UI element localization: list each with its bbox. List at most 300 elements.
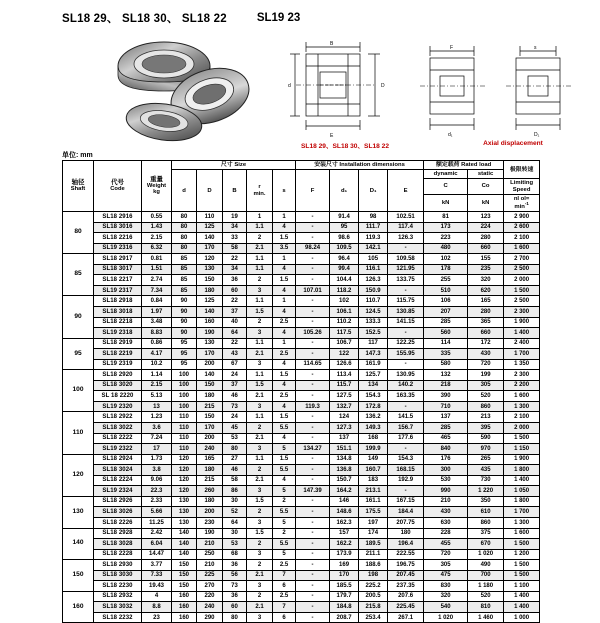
cell-B: 30 [223, 496, 247, 507]
cell-c: 430 [424, 507, 468, 518]
cell-d1: 208.7 [330, 612, 359, 623]
cell-w: 11.25 [142, 517, 172, 528]
cell-s: 5.5 [273, 465, 296, 476]
cell-n: 1 350 [504, 359, 540, 370]
cell-D1: 126.3 [359, 275, 388, 286]
cell-F: - [296, 517, 330, 528]
cell-w: 3.6 [142, 423, 172, 434]
cell-F: 119.3 [296, 401, 330, 412]
cell-c: 830 [424, 581, 468, 592]
table-row [63, 507, 540, 518]
cell-code: SL18 2217 [94, 275, 142, 286]
th-code-en: Code [110, 186, 125, 193]
cell-D1: 110.7 [359, 296, 388, 307]
cell-B: 80 [223, 612, 247, 623]
cell-s: 4 [273, 401, 296, 412]
th-B: B [223, 170, 247, 212]
cell-r: 1.5 [247, 496, 273, 507]
table-row [63, 264, 540, 275]
cell-s: 5.5 [273, 507, 296, 518]
cell-B: 30 [223, 528, 247, 539]
cell-d1: 179.7 [330, 591, 359, 602]
table-row [63, 496, 540, 507]
cell-n: 2 700 [504, 254, 540, 265]
cell-w: 23 [142, 612, 172, 623]
cell-code: SL 18 2220 [94, 391, 142, 402]
cell-code: SL18 2924 [94, 454, 142, 465]
cell-D: 170 [197, 423, 223, 434]
cell-D1: 199.9 [359, 444, 388, 455]
cell-F: - [296, 275, 330, 286]
bearing-photo [102, 34, 282, 144]
cell-d1: 137 [330, 433, 359, 444]
cell-code: SL18 2930 [94, 560, 142, 571]
th-c-unit: kN [424, 194, 468, 211]
cell-r: 1.1 [247, 222, 273, 233]
cell-E: 237.35 [388, 581, 424, 592]
cell-n: 2 600 [504, 222, 540, 233]
cell-D: 125 [197, 296, 223, 307]
cell-r: 1.1 [247, 296, 273, 307]
cell-F: - [296, 391, 330, 402]
cell-code: SL18 3024 [94, 465, 142, 476]
cell-D: 180 [197, 496, 223, 507]
cell-D1: 198 [359, 570, 388, 581]
cell-c: 305 [424, 560, 468, 571]
cell-r: 1.5 [247, 528, 273, 539]
cell-c: 580 [424, 359, 468, 370]
cell-r: 1.1 [247, 412, 273, 423]
title-secondary-code: SL19 23 [256, 12, 301, 24]
cell-co: 224 [468, 222, 504, 233]
th-r-min [247, 170, 273, 212]
cell-s: 5.5 [273, 423, 296, 434]
caption-left-series: SL18 29、SL18 30、SL18 22 [301, 143, 389, 150]
table-row [63, 486, 540, 497]
cell-w: 4.17 [142, 349, 172, 360]
cell-B: 53 [223, 539, 247, 550]
cell-code: SL18 3016 [94, 222, 142, 233]
cell-B: 52 [223, 507, 247, 518]
specification-table [62, 160, 540, 623]
th-code-zh: 代号 [111, 178, 124, 186]
cell-F: - [296, 528, 330, 539]
cell-s: 1 [273, 338, 296, 349]
cell-D: 170 [197, 349, 223, 360]
cell-D1: 161.1 [359, 496, 388, 507]
cell-D1: 147.3 [359, 349, 388, 360]
cell-co: 280 [468, 307, 504, 318]
cell-E: - [388, 444, 424, 455]
cell-r: 2.1 [247, 391, 273, 402]
cell-w: 1.14 [142, 370, 172, 381]
header-row-1 [63, 161, 540, 170]
cell-co: 280 [468, 233, 504, 244]
cell-r: 3 [247, 359, 273, 370]
cell-F: - [296, 549, 330, 560]
cell-c: 480 [424, 243, 468, 254]
cell-d1: 122 [330, 349, 359, 360]
cell-co: 590 [468, 433, 504, 444]
cell-D1: 111.7 [359, 222, 388, 233]
cell-n: 1 000 [504, 612, 540, 623]
cell-F: - [296, 612, 330, 623]
cell-D: 190 [197, 528, 223, 539]
cell-B: 36 [223, 591, 247, 602]
cell-c: 300 [424, 465, 468, 476]
cell-s: 2 [273, 528, 296, 539]
table-row [63, 233, 540, 244]
cell-B: 22 [223, 338, 247, 349]
cell-n: 1 600 [504, 528, 540, 539]
table-row [63, 243, 540, 254]
cell-n: 1 700 [504, 349, 540, 360]
cell-shaft: 110 [63, 412, 94, 454]
table-row [63, 602, 540, 613]
cell-D1: 124.5 [359, 307, 388, 318]
cell-r: 3 [247, 328, 273, 339]
cell-F: 107.01 [296, 285, 330, 296]
cell-B: 64 [223, 517, 247, 528]
cell-co: 610 [468, 507, 504, 518]
cell-F: 134.27 [296, 444, 330, 455]
cell-n: 1 900 [504, 454, 540, 465]
cell-n: 1 500 [504, 560, 540, 571]
cell-B: 46 [223, 391, 247, 402]
cell-r: 2 [247, 317, 273, 328]
cell-F: - [296, 380, 330, 391]
cell-D: 200 [197, 507, 223, 518]
cell-D1: 174 [359, 528, 388, 539]
cell-w: 1.23 [142, 412, 172, 423]
cell-d: 95 [172, 338, 197, 349]
cell-E: 141.15 [388, 317, 424, 328]
cell-code: SL18 3026 [94, 507, 142, 518]
cell-co: 1 180 [468, 581, 504, 592]
table-row [63, 465, 540, 476]
cell-shaft: 150 [63, 560, 94, 592]
cell-F: - [296, 539, 330, 550]
cell-code: SL18 2918 [94, 296, 142, 307]
cell-D: 125 [197, 222, 223, 233]
cell-co: 970 [468, 444, 504, 455]
cell-r: 3 [247, 612, 273, 623]
cell-E: 122.25 [388, 338, 424, 349]
cell-F: - [296, 296, 330, 307]
cell-w: 5.13 [142, 391, 172, 402]
cell-d: 150 [172, 570, 197, 581]
cell-D1: 136.2 [359, 412, 388, 423]
cell-code: SL18 3018 [94, 307, 142, 318]
cell-co: 1 220 [468, 486, 504, 497]
cell-co: 123 [468, 212, 504, 223]
cell-D1: 134 [359, 380, 388, 391]
cell-d: 120 [172, 486, 197, 497]
cell-E: 109.58 [388, 254, 424, 265]
cell-d: 95 [172, 349, 197, 360]
cell-co: 155 [468, 254, 504, 265]
cell-B: 60 [223, 602, 247, 613]
cell-c: 465 [424, 433, 468, 444]
cell-D: 140 [197, 370, 223, 381]
cell-w: 7.24 [142, 433, 172, 444]
cell-w: 7.34 [142, 285, 172, 296]
cell-d1: 164.2 [330, 486, 359, 497]
cell-d1: 170 [330, 570, 359, 581]
cell-n: 2 000 [504, 423, 540, 434]
cell-c: 390 [424, 391, 468, 402]
cell-s: 5 [273, 517, 296, 528]
cell-E: 141.5 [388, 412, 424, 423]
cell-n: 2 000 [504, 275, 540, 286]
th-load-group: 额定载荷 Rated load [424, 161, 504, 170]
cell-D1: 119.3 [359, 233, 388, 244]
cell-s: 1.5 [273, 412, 296, 423]
cell-r: 3 [247, 486, 273, 497]
cell-D: 150 [197, 275, 223, 286]
cell-E: - [388, 243, 424, 254]
cell-r: 2 [247, 275, 273, 286]
cell-D1: 188.6 [359, 560, 388, 571]
cell-c: 840 [424, 444, 468, 455]
cell-r: 1.5 [247, 380, 273, 391]
cell-code: SL18 2232 [94, 612, 142, 623]
table-row [63, 549, 540, 560]
cell-D1: 105 [359, 254, 388, 265]
cell-D: 180 [197, 465, 223, 476]
svg-text:D₁: D₁ [534, 132, 540, 138]
cell-co: 520 [468, 591, 504, 602]
cell-co: 395 [468, 423, 504, 434]
cell-D: 180 [197, 391, 223, 402]
cell-F: - [296, 433, 330, 444]
cell-D1: 189.5 [359, 539, 388, 550]
cell-s: 2.5 [273, 349, 296, 360]
table-row [63, 475, 540, 486]
cell-F: 114.65 [296, 359, 330, 370]
cell-n: 1 300 [504, 517, 540, 528]
cell-B: 34 [223, 222, 247, 233]
cell-B: 64 [223, 328, 247, 339]
cell-co: 620 [468, 285, 504, 296]
cell-d1: 110.2 [330, 317, 359, 328]
th-weight-zh: 重量 [150, 175, 163, 183]
cell-c: 285 [424, 317, 468, 328]
cell-d1: 95 [330, 222, 359, 233]
cell-F: - [296, 264, 330, 275]
cell-B: 37 [223, 307, 247, 318]
cell-d: 80 [172, 222, 197, 233]
cell-d1: 118.2 [330, 285, 359, 296]
cell-F: - [296, 560, 330, 571]
table-row [63, 612, 540, 623]
cell-E: 117.4 [388, 222, 424, 233]
cell-code: SL18 2928 [94, 528, 142, 539]
cell-B: 36 [223, 560, 247, 571]
cell-c: 560 [424, 328, 468, 339]
cell-d: 80 [172, 243, 197, 254]
specification-table-wrapper [62, 160, 539, 623]
cell-B: 86 [223, 486, 247, 497]
cell-n: 1 500 [504, 433, 540, 444]
cell-c: 455 [424, 539, 468, 550]
cell-code: SL18 2932 [94, 591, 142, 602]
cell-E: 184.4 [388, 507, 424, 518]
cell-d1: 126.6 [330, 359, 359, 370]
cell-F: 98.24 [296, 243, 330, 254]
cell-B: 67 [223, 359, 247, 370]
cell-s: 5.5 [273, 539, 296, 550]
th-shaft-en: Shaft [70, 186, 86, 193]
cell-co: 660 [468, 328, 504, 339]
svg-text:d: d [288, 83, 291, 89]
cell-d: 85 [172, 285, 197, 296]
th-co-symbol: Co [468, 179, 504, 194]
cell-F: - [296, 465, 330, 476]
cell-w: 2.15 [142, 380, 172, 391]
cell-code: SL18 2917 [94, 254, 142, 265]
cell-B: 27 [223, 454, 247, 465]
cell-w: 8.83 [142, 328, 172, 339]
cell-D: 120 [197, 254, 223, 265]
cell-d1: 127.5 [330, 391, 359, 402]
cell-d1: 102 [330, 296, 359, 307]
cell-s: 1.5 [273, 370, 296, 381]
cell-d1: 169 [330, 560, 359, 571]
cell-D1: 211.1 [359, 549, 388, 560]
cell-d1: 106.1 [330, 307, 359, 318]
unit-label: 单位: mm [62, 152, 93, 159]
cell-s: 1.5 [273, 454, 296, 465]
table-row [63, 349, 540, 360]
svg-text:d₁: d₁ [448, 132, 453, 138]
cell-s: 3.5 [273, 243, 296, 254]
cell-r: 1.1 [247, 338, 273, 349]
cell-w: 7.33 [142, 570, 172, 581]
cell-c: 320 [424, 591, 468, 602]
cell-r: 2.1 [247, 349, 273, 360]
th-r-min-label: min. [253, 190, 266, 197]
cell-d1: 109.5 [330, 243, 359, 254]
cell-d1: 106.7 [330, 338, 359, 349]
cell-n: 1 900 [504, 317, 540, 328]
cell-d1: 96.4 [330, 254, 359, 265]
cell-n: 1 200 [504, 549, 540, 560]
th-speed-unit-1: nl ol= [513, 195, 530, 202]
cell-D: 165 [197, 454, 223, 465]
cell-r: 2.1 [247, 243, 273, 254]
cell-s: 2 [273, 496, 296, 507]
th-weight [142, 161, 172, 212]
cell-c: 178 [424, 264, 468, 275]
cell-n: 1 400 [504, 475, 540, 486]
cell-r: 2 [247, 423, 273, 434]
cell-d: 90 [172, 317, 197, 328]
th-shaft-zh: 轴径 [71, 178, 85, 186]
cell-d1: 115.7 [330, 380, 359, 391]
cell-D1: 168 [359, 433, 388, 444]
cell-B: 45 [223, 423, 247, 434]
cell-n: 2 400 [504, 338, 540, 349]
cell-d1: 151.1 [330, 444, 359, 455]
th-d1: d₁ [330, 170, 359, 212]
table-row [63, 370, 540, 381]
cell-E: 225.45 [388, 602, 424, 613]
cell-r: 1.1 [247, 370, 273, 381]
cell-F: - [296, 602, 330, 613]
table-row [63, 433, 540, 444]
th-s: s [273, 170, 296, 212]
cell-D1: 253.4 [359, 612, 388, 623]
cell-D1: 175.5 [359, 507, 388, 518]
cell-d1: 184.8 [330, 602, 359, 613]
table-row [63, 591, 540, 602]
cell-D: 130 [197, 338, 223, 349]
cell-D1: 183 [359, 475, 388, 486]
cell-w: 5.66 [142, 507, 172, 518]
cell-co: 520 [468, 391, 504, 402]
cell-d: 120 [172, 465, 197, 476]
cell-r: 2 [247, 539, 273, 550]
cell-F: - [296, 338, 330, 349]
th-c-symbol: C [424, 179, 468, 194]
cell-code: SL18 3032 [94, 602, 142, 613]
cell-c: 255 [424, 275, 468, 286]
cell-F: - [296, 222, 330, 233]
cell-r: 3 [247, 517, 273, 528]
table-row [63, 359, 540, 370]
cell-E: 168.15 [388, 465, 424, 476]
table-row [63, 285, 540, 296]
table-row [63, 528, 540, 539]
cell-d1: 132.7 [330, 401, 359, 412]
table-row [63, 212, 540, 223]
cell-d: 160 [172, 612, 197, 623]
cell-n: 1 600 [504, 391, 540, 402]
cell-c: 176 [424, 454, 468, 465]
cell-D1: 197 [359, 517, 388, 528]
th-static: static [468, 170, 504, 179]
cell-r: 3 [247, 581, 273, 592]
cell-n: 2 300 [504, 307, 540, 318]
cell-E: 130.85 [388, 307, 424, 318]
cell-F: 105.26 [296, 328, 330, 339]
bearing-photo-svg [102, 34, 282, 144]
table-row [63, 560, 540, 571]
cell-w: 22.3 [142, 486, 172, 497]
cell-co: 670 [468, 539, 504, 550]
cell-D: 220 [197, 591, 223, 602]
cell-B: 58 [223, 475, 247, 486]
cell-D1: 200.5 [359, 591, 388, 602]
cell-E: - [388, 285, 424, 296]
cell-D1: 142.1 [359, 243, 388, 254]
cell-E: 121.95 [388, 264, 424, 275]
cell-B: 53 [223, 433, 247, 444]
cell-E: 167.15 [388, 496, 424, 507]
cell-shaft: 100 [63, 370, 94, 412]
cell-d: 95 [172, 359, 197, 370]
cell-co: 720 [468, 359, 504, 370]
cell-n: 1 400 [504, 602, 540, 613]
cell-d1: 185.5 [330, 581, 359, 592]
cell-E: 192.9 [388, 475, 424, 486]
cell-s: 4 [273, 433, 296, 444]
cell-c: 630 [424, 517, 468, 528]
cell-d1: 134.8 [330, 454, 359, 465]
cell-r: 1.5 [247, 307, 273, 318]
cell-d: 160 [172, 602, 197, 613]
